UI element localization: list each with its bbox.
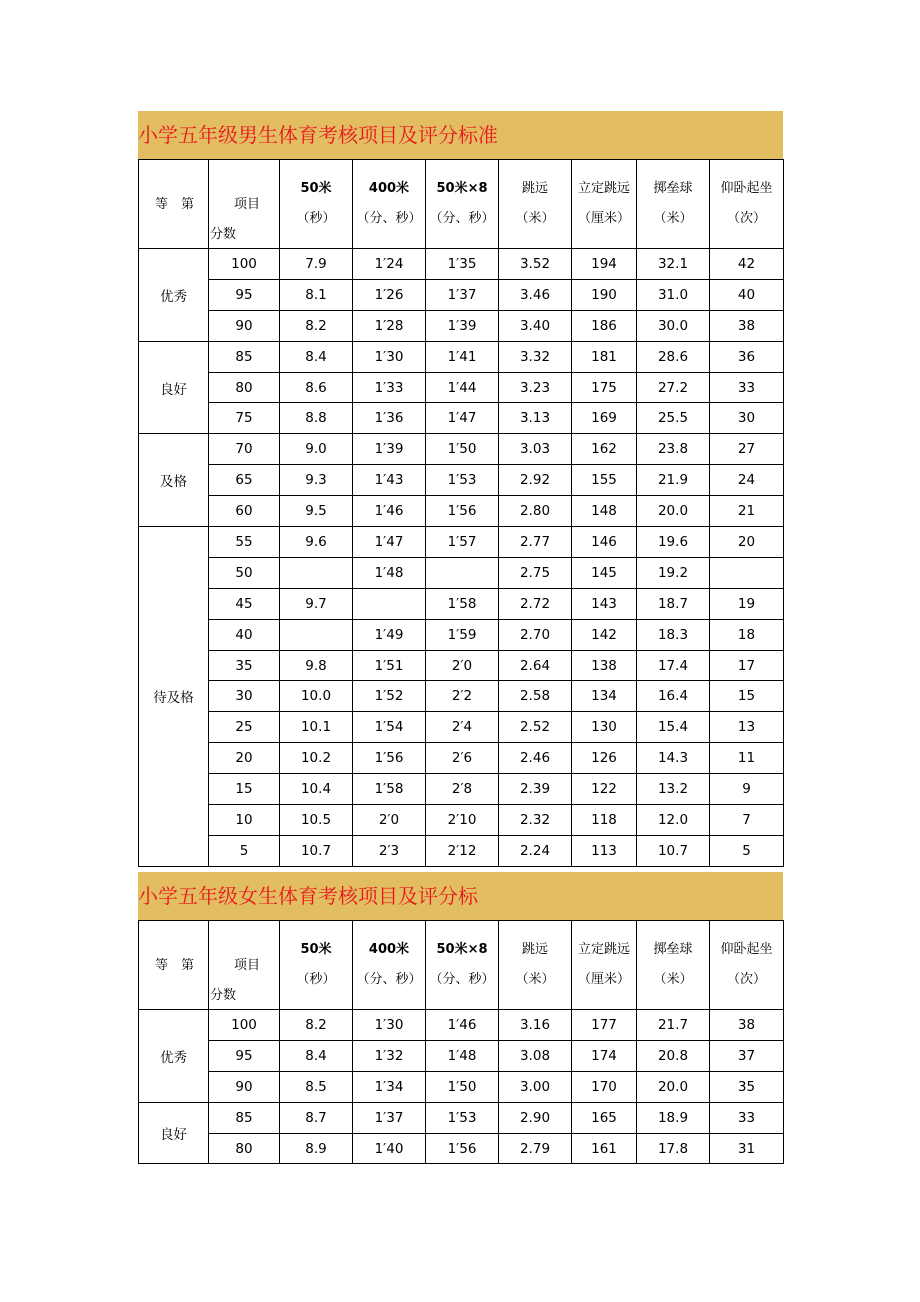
- value-cell: 169: [572, 403, 637, 434]
- value-cell: 21.7: [637, 1010, 710, 1041]
- value-cell: 1′39: [426, 310, 499, 341]
- item-score-header: [209, 160, 280, 249]
- value-cell: 138: [572, 650, 637, 681]
- girls-title: 小学五年级女生体育考核项目及评分标: [138, 884, 478, 908]
- value-cell: 130: [572, 712, 637, 743]
- value-cell: 42: [710, 249, 784, 280]
- value-cell: 2′0: [426, 650, 499, 681]
- value-cell: 190: [572, 279, 637, 310]
- column-header-name: 掷垒球: [653, 942, 693, 957]
- value-cell: 118: [572, 805, 637, 836]
- value-cell: 18.3: [637, 619, 710, 650]
- value-cell: 2.90: [499, 1102, 572, 1133]
- value-cell: 13.2: [637, 774, 710, 805]
- column-header: [353, 160, 426, 249]
- column-header: [710, 160, 784, 249]
- value-cell: 8.9: [280, 1133, 353, 1164]
- grade-cell: 优秀: [139, 1010, 209, 1103]
- table-row: [139, 1010, 784, 1041]
- value-cell: [710, 557, 784, 588]
- column-header-unit: （米）: [515, 211, 555, 226]
- value-cell: 161: [572, 1133, 637, 1164]
- column-header: [572, 160, 637, 249]
- value-cell: 1′47: [353, 527, 426, 558]
- table-row: [139, 557, 784, 588]
- table-row: [139, 403, 784, 434]
- grade-cell: 待及格: [139, 527, 209, 867]
- value-cell: 1′26: [353, 279, 426, 310]
- value-cell: 10.4: [280, 774, 353, 805]
- value-cell: [280, 557, 353, 588]
- table-row: [139, 588, 784, 619]
- column-header: [499, 160, 572, 249]
- value-cell: 20.8: [637, 1040, 710, 1071]
- value-cell: 3.46: [499, 279, 572, 310]
- boys-title: 小学五年级男生体育考核项目及评分标准: [138, 123, 498, 147]
- value-cell: 122: [572, 774, 637, 805]
- column-header-unit: （秒）: [296, 211, 336, 226]
- value-cell: 148: [572, 496, 637, 527]
- value-cell: 113: [572, 835, 637, 866]
- value-cell: 24: [710, 465, 784, 496]
- value-cell: 1′58: [426, 588, 499, 619]
- value-cell: 170: [572, 1071, 637, 1102]
- value-cell: 10.0: [280, 681, 353, 712]
- score-cell: 45: [209, 588, 280, 619]
- value-cell: 2′12: [426, 835, 499, 866]
- value-cell: 17.8: [637, 1133, 710, 1164]
- value-cell: 1′34: [353, 1071, 426, 1102]
- value-cell: 1′41: [426, 341, 499, 372]
- value-cell: 40: [710, 279, 784, 310]
- value-cell: 10.2: [280, 743, 353, 774]
- value-cell: [280, 619, 353, 650]
- value-cell: 1′43: [353, 465, 426, 496]
- value-cell: 2′10: [426, 805, 499, 836]
- value-cell: 8.4: [280, 1040, 353, 1071]
- column-header: [637, 921, 710, 1010]
- column-header-unit: （米）: [653, 972, 693, 987]
- value-cell: 1′33: [353, 372, 426, 403]
- column-header-name: 50米×8: [436, 181, 488, 196]
- column-header-name: 立定跳远: [577, 181, 630, 196]
- value-cell: 27.2: [637, 372, 710, 403]
- girls-title-bar: [138, 872, 783, 920]
- value-cell: 181: [572, 341, 637, 372]
- value-cell: 19.2: [637, 557, 710, 588]
- value-cell: 3.13: [499, 403, 572, 434]
- value-cell: 9.7: [280, 588, 353, 619]
- table-row: [139, 1133, 784, 1164]
- value-cell: 1′48: [353, 557, 426, 588]
- score-cell: 15: [209, 774, 280, 805]
- value-cell: 2′6: [426, 743, 499, 774]
- value-cell: 1′39: [353, 434, 426, 465]
- column-header-name: 仰卧起坐: [720, 181, 773, 196]
- column-header-unit: （分、秒）: [356, 211, 422, 226]
- score-cell: 40: [209, 619, 280, 650]
- score-cell: 70: [209, 434, 280, 465]
- value-cell: 31: [710, 1133, 784, 1164]
- value-cell: 2.64: [499, 650, 572, 681]
- value-cell: 8.1: [280, 279, 353, 310]
- header-row: [139, 160, 784, 249]
- value-cell: 1′32: [353, 1040, 426, 1071]
- value-cell: 3.16: [499, 1010, 572, 1041]
- value-cell: 20.0: [637, 1071, 710, 1102]
- column-header-name: 立定跳远: [577, 942, 630, 957]
- table-row: [139, 434, 784, 465]
- value-cell: 9.3: [280, 465, 353, 496]
- score-cell: 30: [209, 681, 280, 712]
- table-row: [139, 1102, 784, 1133]
- table-row: [139, 774, 784, 805]
- score-header-label: 分数: [210, 227, 237, 242]
- value-cell: 1′36: [353, 403, 426, 434]
- value-cell: 25.5: [637, 403, 710, 434]
- value-cell: 1′57: [426, 527, 499, 558]
- column-header: [280, 160, 353, 249]
- value-cell: 19: [710, 588, 784, 619]
- value-cell: 13: [710, 712, 784, 743]
- value-cell: 155: [572, 465, 637, 496]
- value-cell: 145: [572, 557, 637, 588]
- table-row: [139, 310, 784, 341]
- table-row: [139, 619, 784, 650]
- value-cell: 146: [572, 527, 637, 558]
- grade-header: [139, 921, 209, 1010]
- value-cell: 2.32: [499, 805, 572, 836]
- value-cell: 3.23: [499, 372, 572, 403]
- score-cell: 95: [209, 279, 280, 310]
- column-header-unit: （厘米）: [577, 211, 630, 226]
- value-cell: 33: [710, 372, 784, 403]
- value-cell: 3.52: [499, 249, 572, 280]
- value-cell: 1′46: [353, 496, 426, 527]
- value-cell: 1′56: [426, 496, 499, 527]
- column-header-unit: （米）: [515, 972, 555, 987]
- value-cell: 15: [710, 681, 784, 712]
- table-row: [139, 496, 784, 527]
- value-cell: 18: [710, 619, 784, 650]
- item-score-header: [209, 921, 280, 1010]
- score-cell: 55: [209, 527, 280, 558]
- value-cell: 2.24: [499, 835, 572, 866]
- value-cell: 10.5: [280, 805, 353, 836]
- value-cell: 1′53: [426, 465, 499, 496]
- table-row: [139, 527, 784, 558]
- score-cell: 20: [209, 743, 280, 774]
- table-row: [139, 712, 784, 743]
- score-header-label: 分数: [210, 988, 237, 1003]
- score-cell: 85: [209, 341, 280, 372]
- table-row: [139, 650, 784, 681]
- table-row: [139, 341, 784, 372]
- table-row: [139, 1040, 784, 1071]
- value-cell: 186: [572, 310, 637, 341]
- value-cell: 2.70: [499, 619, 572, 650]
- value-cell: 175: [572, 372, 637, 403]
- value-cell: 1′56: [426, 1133, 499, 1164]
- score-cell: 85: [209, 1102, 280, 1133]
- value-cell: 35: [710, 1071, 784, 1102]
- value-cell: 1′48: [426, 1040, 499, 1071]
- value-cell: 2.58: [499, 681, 572, 712]
- value-cell: 10.1: [280, 712, 353, 743]
- value-cell: 2′3: [353, 835, 426, 866]
- value-cell: 12.0: [637, 805, 710, 836]
- score-cell: 65: [209, 465, 280, 496]
- table-row: [139, 465, 784, 496]
- value-cell: [426, 557, 499, 588]
- value-cell: 2.79: [499, 1133, 572, 1164]
- value-cell: 2.80: [499, 496, 572, 527]
- value-cell: 3.40: [499, 310, 572, 341]
- value-cell: 23.8: [637, 434, 710, 465]
- score-cell: 75: [209, 403, 280, 434]
- table-row: [139, 805, 784, 836]
- value-cell: 38: [710, 1010, 784, 1041]
- column-header-name: 跳远: [521, 942, 548, 957]
- column-header: [710, 921, 784, 1010]
- value-cell: 21: [710, 496, 784, 527]
- value-cell: 8.6: [280, 372, 353, 403]
- value-cell: 16.4: [637, 681, 710, 712]
- column-header-name: 掷垒球: [653, 181, 693, 196]
- column-header-name: 50米: [300, 942, 332, 957]
- score-cell: 80: [209, 1133, 280, 1164]
- value-cell: 9: [710, 774, 784, 805]
- table-row: [139, 681, 784, 712]
- value-cell: 1′47: [426, 403, 499, 434]
- column-header-name: 50米×8: [436, 942, 488, 957]
- value-cell: 177: [572, 1010, 637, 1041]
- grade-cell: 良好: [139, 1102, 209, 1164]
- value-cell: 20: [710, 527, 784, 558]
- column-header: [499, 921, 572, 1010]
- value-cell: 36: [710, 341, 784, 372]
- value-cell: 20.0: [637, 496, 710, 527]
- score-cell: 80: [209, 372, 280, 403]
- boys-score-table: [138, 159, 784, 867]
- girls-score-table: [138, 920, 784, 1164]
- value-cell: 2′2: [426, 681, 499, 712]
- column-header-unit: （秒）: [296, 972, 336, 987]
- value-cell: 2.75: [499, 557, 572, 588]
- value-cell: 1′40: [353, 1133, 426, 1164]
- value-cell: 1′30: [353, 341, 426, 372]
- value-cell: 2.46: [499, 743, 572, 774]
- value-cell: 1′52: [353, 681, 426, 712]
- value-cell: 3.03: [499, 434, 572, 465]
- value-cell: 10.7: [280, 835, 353, 866]
- header-row: [139, 921, 784, 1010]
- score-cell: 100: [209, 249, 280, 280]
- value-cell: 8.5: [280, 1071, 353, 1102]
- table-row: [139, 1071, 784, 1102]
- column-header: [637, 160, 710, 249]
- value-cell: 8.2: [280, 310, 353, 341]
- value-cell: 1′37: [353, 1102, 426, 1133]
- table-row: [139, 249, 784, 280]
- score-cell: 100: [209, 1010, 280, 1041]
- column-header-unit: （分、秒）: [356, 972, 422, 987]
- column-header-unit: （次）: [726, 211, 766, 226]
- value-cell: 2.77: [499, 527, 572, 558]
- value-cell: 9.8: [280, 650, 353, 681]
- value-cell: 10.7: [637, 835, 710, 866]
- score-cell: 5: [209, 835, 280, 866]
- value-cell: 1′28: [353, 310, 426, 341]
- value-cell: 1′50: [426, 1071, 499, 1102]
- column-header: [426, 160, 499, 249]
- score-cell: 60: [209, 496, 280, 527]
- column-header-name: 跳远: [521, 181, 548, 196]
- value-cell: 8.7: [280, 1102, 353, 1133]
- value-cell: 165: [572, 1102, 637, 1133]
- column-header-name: 400米: [368, 181, 410, 196]
- score-cell: 35: [209, 650, 280, 681]
- value-cell: 28.6: [637, 341, 710, 372]
- value-cell: 1′46: [426, 1010, 499, 1041]
- boys-title-bar: [138, 111, 783, 159]
- value-cell: 14.3: [637, 743, 710, 774]
- value-cell: 27: [710, 434, 784, 465]
- value-cell: 19.6: [637, 527, 710, 558]
- item-header-label: 项目: [234, 197, 261, 212]
- value-cell: 18.9: [637, 1102, 710, 1133]
- value-cell: 1′49: [353, 619, 426, 650]
- value-cell: 143: [572, 588, 637, 619]
- value-cell: [353, 588, 426, 619]
- value-cell: 1′59: [426, 619, 499, 650]
- column-header: [280, 921, 353, 1010]
- value-cell: 8.8: [280, 403, 353, 434]
- value-cell: 3.00: [499, 1071, 572, 1102]
- grade-cell: 优秀: [139, 249, 209, 342]
- column-header-unit: （米）: [653, 211, 693, 226]
- value-cell: 5: [710, 835, 784, 866]
- value-cell: 126: [572, 743, 637, 774]
- table-row: [139, 372, 784, 403]
- value-cell: 1′24: [353, 249, 426, 280]
- value-cell: 2′8: [426, 774, 499, 805]
- value-cell: 142: [572, 619, 637, 650]
- column-header-unit: （厘米）: [577, 972, 630, 987]
- score-cell: 90: [209, 310, 280, 341]
- value-cell: 17.4: [637, 650, 710, 681]
- value-cell: 8.2: [280, 1010, 353, 1041]
- value-cell: 17: [710, 650, 784, 681]
- value-cell: 38: [710, 310, 784, 341]
- column-header: [353, 921, 426, 1010]
- value-cell: 1′50: [426, 434, 499, 465]
- column-header-unit: （分、秒）: [429, 211, 495, 226]
- value-cell: 7.9: [280, 249, 353, 280]
- value-cell: 1′44: [426, 372, 499, 403]
- score-cell: 95: [209, 1040, 280, 1071]
- value-cell: 1′56: [353, 743, 426, 774]
- value-cell: 162: [572, 434, 637, 465]
- table-row: [139, 743, 784, 774]
- value-cell: 194: [572, 249, 637, 280]
- column-header-unit: （次）: [726, 972, 766, 987]
- value-cell: 7: [710, 805, 784, 836]
- value-cell: 1′30: [353, 1010, 426, 1041]
- grade-header-label: 等 第: [155, 197, 195, 212]
- value-cell: 31.0: [637, 279, 710, 310]
- value-cell: 32.1: [637, 249, 710, 280]
- value-cell: 1′58: [353, 774, 426, 805]
- grade-cell: 及格: [139, 434, 209, 527]
- value-cell: 30: [710, 403, 784, 434]
- column-header-name: 仰卧起坐: [720, 942, 773, 957]
- grade-cell: 良好: [139, 341, 209, 434]
- column-header-unit: （分、秒）: [429, 972, 495, 987]
- value-cell: 174: [572, 1040, 637, 1071]
- column-header: [426, 921, 499, 1010]
- value-cell: 2.92: [499, 465, 572, 496]
- score-cell: 90: [209, 1071, 280, 1102]
- value-cell: 3.08: [499, 1040, 572, 1071]
- value-cell: 2′4: [426, 712, 499, 743]
- column-header: [572, 921, 637, 1010]
- value-cell: 11: [710, 743, 784, 774]
- value-cell: 1′53: [426, 1102, 499, 1133]
- value-cell: 18.7: [637, 588, 710, 619]
- value-cell: 9.5: [280, 496, 353, 527]
- value-cell: 1′35: [426, 249, 499, 280]
- table-row: [139, 835, 784, 866]
- score-cell: 50: [209, 557, 280, 588]
- value-cell: 33: [710, 1102, 784, 1133]
- item-header-label: 项目: [234, 958, 261, 973]
- value-cell: 21.9: [637, 465, 710, 496]
- value-cell: 9.0: [280, 434, 353, 465]
- column-header-name: 50米: [300, 181, 332, 196]
- value-cell: 15.4: [637, 712, 710, 743]
- value-cell: 9.6: [280, 527, 353, 558]
- value-cell: 2.39: [499, 774, 572, 805]
- grade-header: [139, 160, 209, 249]
- value-cell: 1′51: [353, 650, 426, 681]
- grade-header-label: 等 第: [155, 958, 195, 973]
- score-cell: 10: [209, 805, 280, 836]
- value-cell: 30.0: [637, 310, 710, 341]
- value-cell: 134: [572, 681, 637, 712]
- value-cell: 1′37: [426, 279, 499, 310]
- value-cell: 1′54: [353, 712, 426, 743]
- value-cell: 8.4: [280, 341, 353, 372]
- value-cell: 37: [710, 1040, 784, 1071]
- table-row: [139, 279, 784, 310]
- value-cell: 2.72: [499, 588, 572, 619]
- score-cell: 25: [209, 712, 280, 743]
- value-cell: 2.52: [499, 712, 572, 743]
- column-header-name: 400米: [368, 942, 410, 957]
- value-cell: 2′0: [353, 805, 426, 836]
- value-cell: 3.32: [499, 341, 572, 372]
